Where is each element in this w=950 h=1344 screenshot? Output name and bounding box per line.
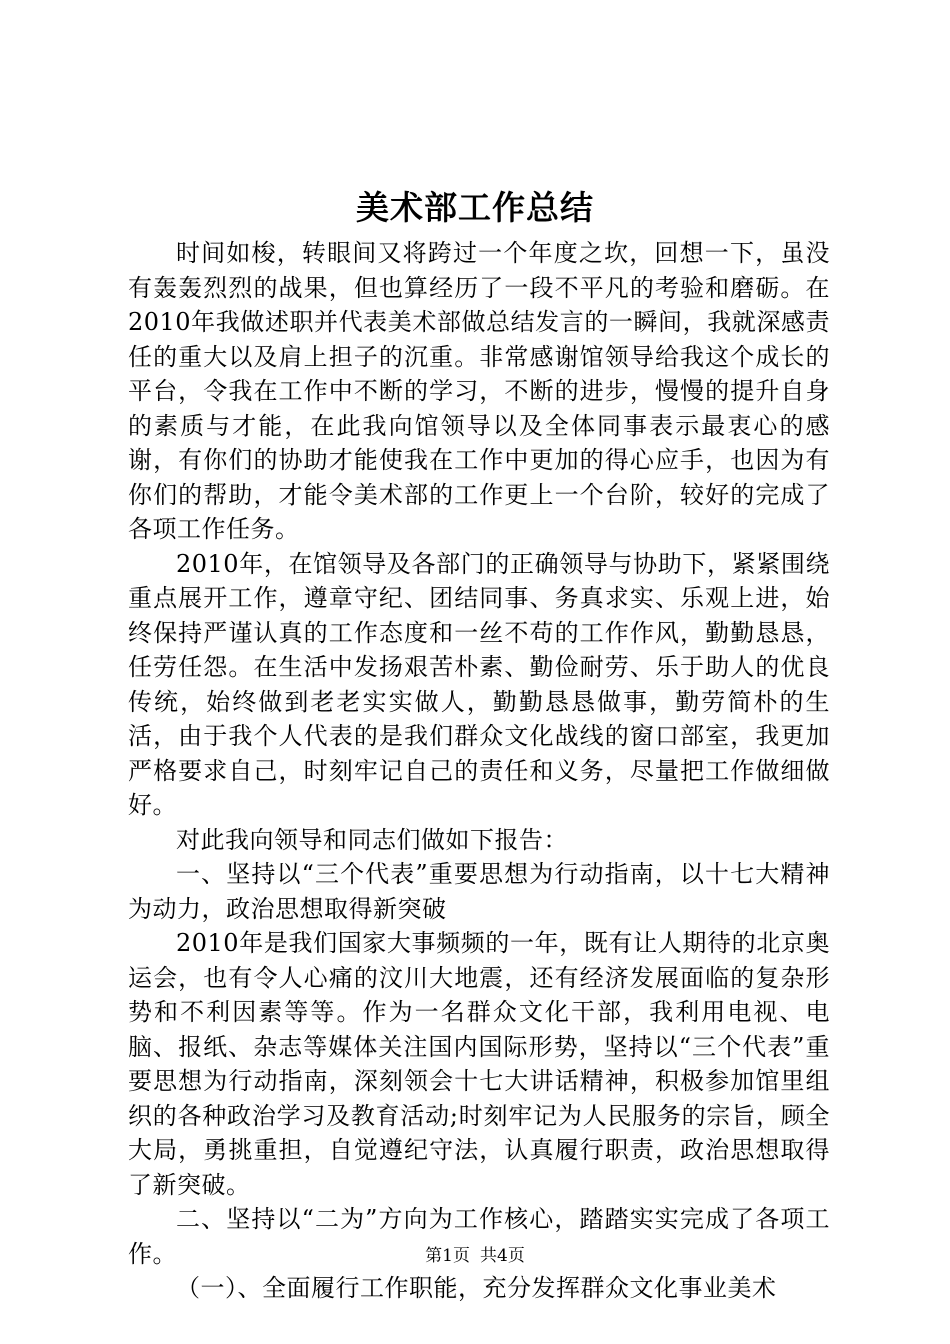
page-number-total: 共4页	[480, 1246, 525, 1266]
page-footer	[0, 1244, 950, 1268]
section-heading: 二、坚持以“二为”方向为工作核心，踏踏实实完成了各项工作。	[128, 1205, 830, 1268]
paragraph: 时间如梭，转眼间又将跨过一个年度之坎，回想一下，虽没有轰轰烈烈的战果，但也算经历了一段不平凡的考验和磨砺。在2010年我做述职并代表美术部做总结发言的一瞬间，我就深感责任的重大以及肩上担子的沉重。非常感谢馆领导给我这个成长的平台，令我在工作中不断的学习，不断的进步，慢慢的提升自身的素质与才能，在此我向馆领导以及全体同事表示最衷心的感谢，有你们的协助才能使我在工作中更加的得心应手，也因为有你们的帮助，才能令美术部的工作更上一个台阶，较好的完成了各项工作任务。	[128, 239, 830, 543]
document-title: 美术部工作总结	[356, 188, 594, 227]
paragraph: 2010年是我们国家大事频频的一年，既有让人期待的北京奥运会，也有令人心痛的汶川大地震，还有经济发展面临的复杂形势和不利因素等等。作为一名群众文化干部，我利用电视、电脑、报纸、杂志等媒体关注国内国际形势，坚持以“三个代表”重要思想为行动指南，深刻领会十七大讲话精神，积极参加馆里组织的各种政治学习及教育活动;时刻牢记为人民服务的宗旨，顾全大局，勇挑重担，自觉遵纪守法，认真履行职责，政治思想取得了新突破。	[128, 929, 830, 1199]
paragraph: 2010年，在馆领导及各部门的正确领导与协助下，紧紧围绕重点展开工作，遵章守纪、团结同事、务真求实、乐观上进，始终保持严谨认真的工作态度和一丝不苟的工作作风，勤勤恳恳，任劳任怨。在生活中发扬艰苦朴素、勤俭耐劳、乐于助人的优良传统，始终做到老老实实做人，勤勤恳恳做事，勤劳简朴的生活，由于我个人代表的是我们群众文化战线的窗口部室，我更加严格要求自己，时刻牢记自己的责任和义务，尽量把工作做细做好。	[128, 549, 830, 819]
page-number-current: 第1页	[425, 1246, 470, 1266]
subsection-heading: （一）、全面履行工作职能，充分发挥群众文化事业美术	[176, 1274, 777, 1302]
document-body	[128, 236, 830, 1306]
paragraph: 对此我向领导和同志们做如下报告：	[176, 825, 568, 854]
section-heading: 一、坚持以“三个代表”重要思想为行动指南，以十七大精神为动力，政治思想取得新突破	[128, 860, 830, 923]
